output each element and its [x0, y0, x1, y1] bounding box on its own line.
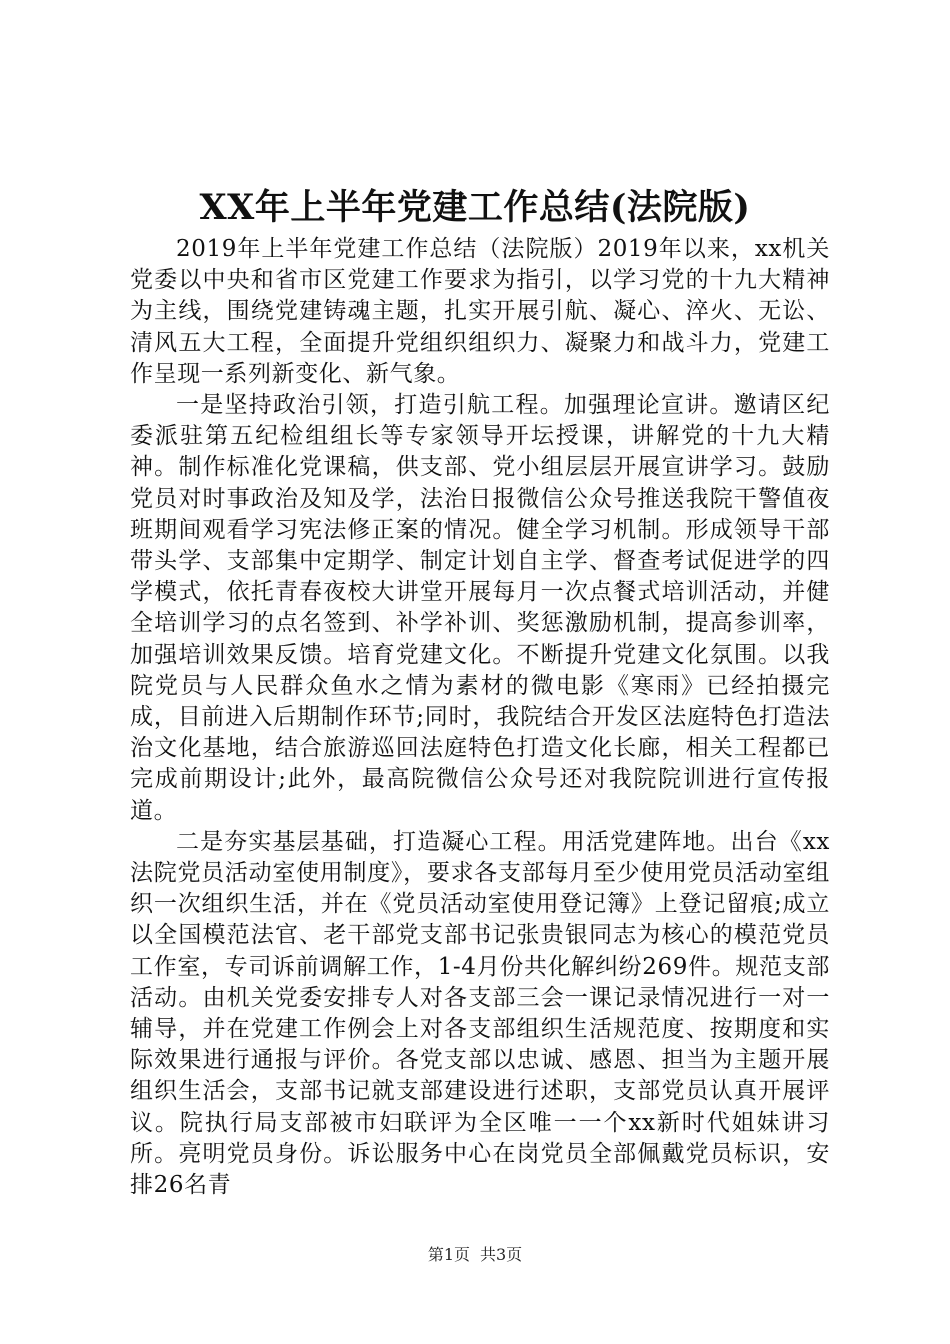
paragraph-section-two: 二是夯实基层基础，打造凝心工程。用活党建阵地。出台《xx法院党员活动室使用制度》，要求各支部每月至少使用党员活动室组织一次组织生活，并在《党员活动室使用登记簿》上登记留痕;成立以全国模范法官、老干部党支部书记张贵银同志为核心的模范党员工作室，专司诉前调解工作，1-4月份共化解纠纷269件。规范支部活动。由机关党委安排专人对各支部三会一课记录情况进行一对一辅导，并在党建工作例会上对各支部组织生活规范度、按期度和实际效果进行通报与评价。各党支部以忠诚、感恩、担当为主题开展组织生活会，支部书记就支部建设进行述职，支部党员认真开展评议。院执行局支部被市妇联评为全区唯一一个xx新时代姐妹讲习所。亮明党员身份。诉讼服务中心在岗党员全部佩戴党员标识，安排26名青	[130, 828, 830, 1199]
page-number-total: 共3页	[480, 1245, 523, 1264]
document-body	[130, 234, 830, 1201]
document-title: XX年上半年党建工作总结(法院版)	[199, 187, 751, 228]
paragraph-intro: 2019年上半年党建工作总结（法院版）2019年以来，xx机关党委以中央和省市区党建工作要求为指引，以学习党的十九大精神为主线，围绕党建铸魂主题，扎实开展引航、凝心、淬火、无讼、清风五大工程，全面提升党组织组织力、凝聚力和战斗力，党建工作呈现一系列新变化、新气象。	[130, 236, 830, 387]
paragraph-section-one: 一是坚持政治引领，打造引航工程。加强理论宣讲。邀请区纪委派驻第五纪检组组长等专家领导开坛授课，讲解党的十九大精神。制作标准化党课稿，供支部、党小组层层开展宣讲学习。鼓励党员对时事政治及知及学，法治日报微信公众号推送我院干警值夜班期间观看学习宪法修正案的情况。健全学习机制。形成领导干部带头学、支部集中定期学、制定计划自主学、督查考试促进学的四学模式，依托青春夜校大讲堂开展每月一次点餐式培训活动，并健全培训学习的点名签到、补学补训、奖惩激励机制，提高参训率，加强培训效果反馈。培育党建文化。不断提升党建文化氛围。以我院党员与人民群众鱼水之情为素材的微电影《寒雨》已经拍摄完成，目前进入后期制作环节;同时，我院结合开发区法庭特色打造法治文化基地，结合旅游巡回法庭特色打造文化长廊，相关工程都已完成前期设计;此外，最高院微信公众号还对我院院训进行宣传报道。	[130, 392, 830, 824]
page-number-current: 第1页	[427, 1245, 470, 1264]
page-footer	[0, 1243, 950, 1267]
